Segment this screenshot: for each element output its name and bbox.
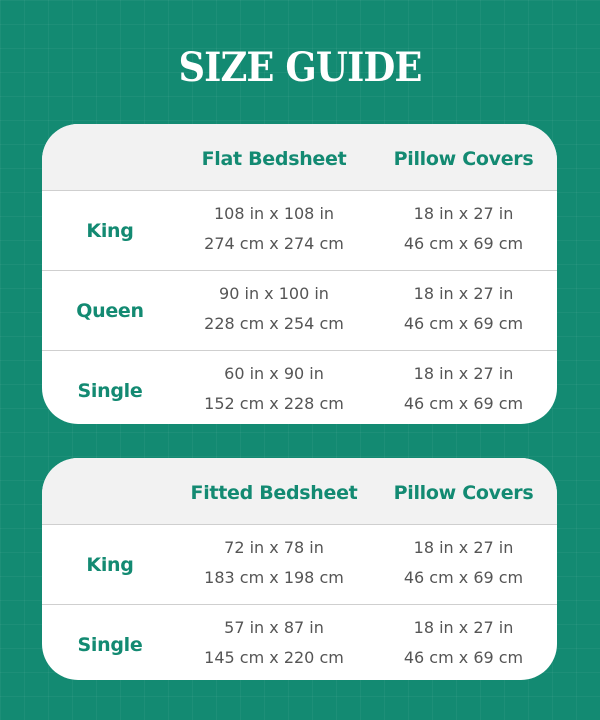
dimension-cm: 46 cm x 69 cm [403,234,524,253]
dimension-inches: 18 in x 27 in [413,204,514,223]
fitted-sheet-dimensions [178,613,370,673]
dimension-inches: 90 in x 100 in [219,284,329,303]
row-label-king: King [86,553,134,576]
page-title: SIZE GUIDE [178,44,422,91]
fitted-sheet-dimensions [178,533,370,593]
row-label-single: Single [77,379,143,402]
flat-sheet-dimensions [178,279,370,339]
flat-sheet-dimensions [178,199,370,259]
dimension-cm: 46 cm x 69 cm [403,648,524,667]
table-header-row [42,458,557,525]
row-label-single: Single [77,633,143,656]
dimension-inches: 18 in x 27 in [413,284,514,303]
table-header-row [42,124,557,191]
pillow-cover-dimensions [370,359,557,419]
flat-sheet-dimensions [178,359,370,419]
dimension-cm: 228 cm x 254 cm [204,314,344,333]
dimension-inches: 18 in x 27 in [413,538,514,557]
dimension-cm: 152 cm x 228 cm [204,394,344,413]
dimension-inches: 60 in x 90 in [224,364,324,383]
flat-bedsheet-size-table [42,124,557,424]
table-row [42,605,557,680]
dimension-inches: 18 in x 27 in [413,618,514,637]
table-row [42,191,557,271]
table-row [42,271,557,351]
table-row [42,525,557,605]
dimension-inches: 18 in x 27 in [413,364,514,383]
column-header-flat-bedsheet: Flat Bedsheet [201,148,347,170]
dimension-inches: 108 in x 108 in [213,204,335,223]
column-header-pillow-covers: Pillow Covers [393,482,534,504]
table-row [42,351,557,424]
fitted-bedsheet-size-table [42,458,557,680]
dimension-cm: 46 cm x 69 cm [403,568,524,587]
dimension-cm: 145 cm x 220 cm [204,648,344,667]
dimension-cm: 46 cm x 69 cm [403,314,524,333]
column-header-fitted-bedsheet: Fitted Bedsheet [190,482,358,504]
column-header-pillow-covers: Pillow Covers [393,148,534,170]
pillow-cover-dimensions [370,613,557,673]
row-label-king: King [86,219,134,242]
pillow-cover-dimensions [370,533,557,593]
row-label-queen: Queen [76,299,144,322]
dimension-cm: 183 cm x 198 cm [204,568,344,587]
dimension-inches: 57 in x 87 in [224,618,324,637]
dimension-inches: 72 in x 78 in [224,538,324,557]
pillow-cover-dimensions [370,279,557,339]
dimension-cm: 274 cm x 274 cm [204,234,344,253]
dimension-cm: 46 cm x 69 cm [403,394,524,413]
pillow-cover-dimensions [370,199,557,259]
